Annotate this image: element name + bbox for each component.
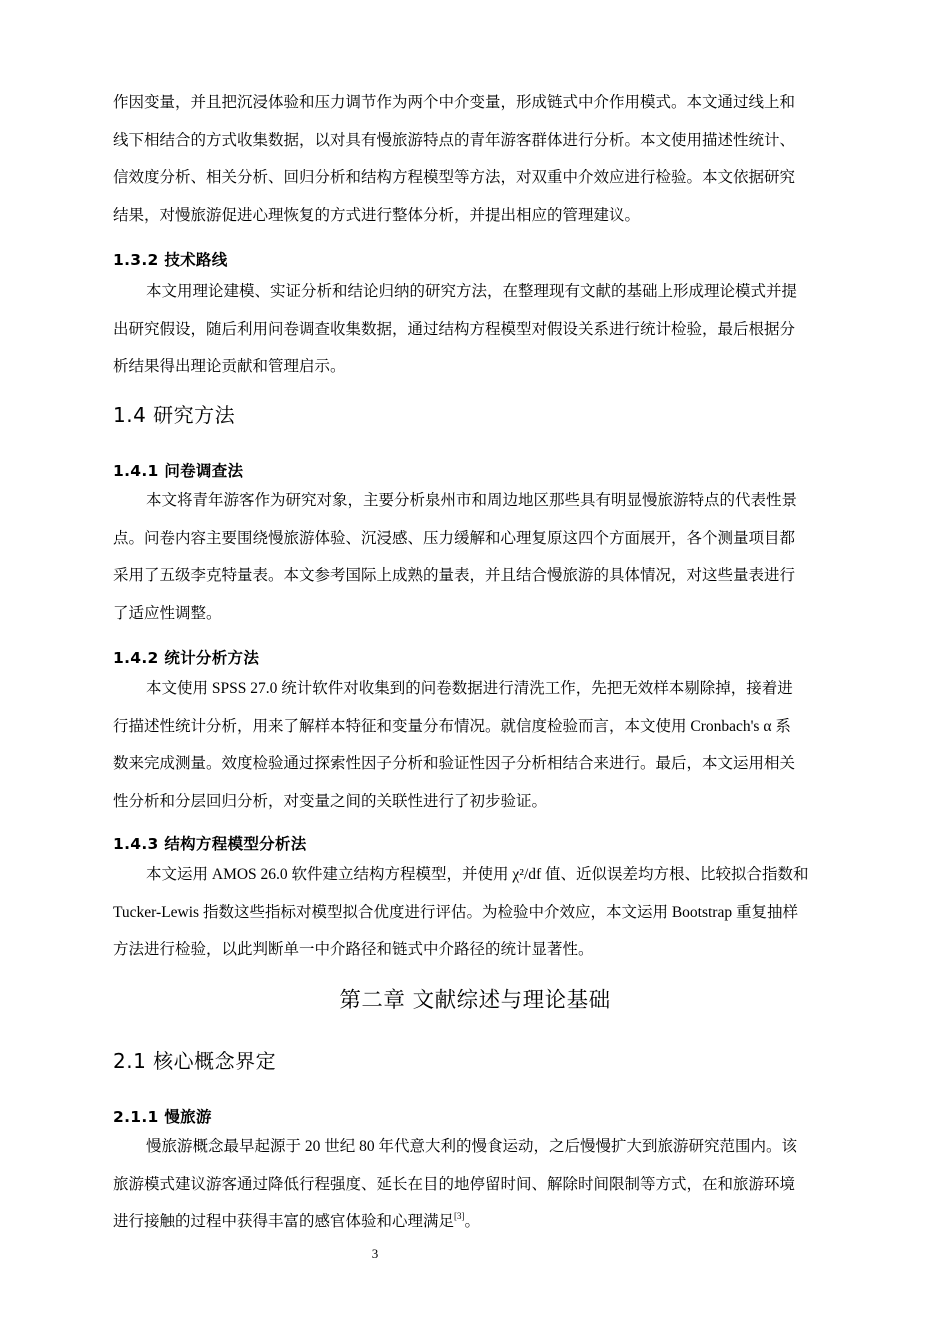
paragraph-line: 了适应性调整。 (113, 604, 222, 622)
paragraph-1-4-3 (113, 856, 859, 969)
paragraph-line: 线下相结合的方式收集数据，以对具有慢旅游特点的青年游客群体进行分析。本文使用描述性统计、 (113, 131, 796, 149)
paragraph-1-4-2 (113, 670, 859, 820)
paragraph-line: 性分析和分层回归分析，对变量之间的关联性进行了初步验证。 (113, 792, 548, 810)
paragraph-line-text: 进行接触的过程中获得丰富的感官体验和心理满足 (113, 1213, 455, 1230)
section-heading-2-1: 2.1 核心概念界定 (113, 1049, 277, 1073)
paragraph-1-4-1 (113, 482, 859, 632)
paragraph-line: 慢旅游概念最早起源于 20 世纪 80 年代意大利的慢食运动，之后慢慢扩大到旅游研究范围内。该 (146, 1138, 798, 1155)
paragraph-line: 信效度分析、相关分析、回归分析和结构方程模型等方法，对双重中介效应进行检验。本文依据研究 (113, 169, 796, 186)
paragraph-line: 结果，对慢旅游促进心理恢复的方式进行整体分析，并提出相应的管理建议。 (113, 206, 641, 224)
paragraph-line: 作因变量，并且把沉浸体验和压力调节作为两个中介变量，形成链式中介作用模式。本文通过线上和 (113, 94, 796, 111)
paragraph-line (113, 1203, 859, 1241)
paragraph-line: Tucker-Lewis 指数这些指标对模型拟合优度进行评估。为检验中介效应，本文运用 Bootstrap 重复抽样 (113, 903, 798, 921)
paragraph-2-1-1 (113, 1128, 859, 1241)
paragraph-line: 出研究假设，随后利用问卷调查收集数据，通过结构方程模型对假设关系进行统计检验，最后根据分 (113, 320, 796, 338)
intro-paragraph (113, 84, 859, 234)
paragraph-line: 点。问卷内容主要围绕慢旅游体验、沉浸感、压力缓解和心理复原这四个方面展开，各个测量项目都 (113, 529, 796, 547)
chapter-heading-2: 第二章 文献综述与理论基础 (339, 988, 611, 1013)
section-heading-1-4-1: 1.4.1 问卷调查法 (113, 462, 244, 480)
section-heading-1-4-3: 1.4.3 结构方程模型分析法 (113, 835, 307, 853)
paragraph-line: 方法进行检验，以此判断单一中介路径和链式中介路径的统计显著性。 (113, 941, 594, 958)
section-heading-1-4: 1.4 研究方法 (113, 403, 236, 427)
paragraph-line: 行描述性统计分析，用来了解样本特征和变量分布情况。就信度检验而言，本文使用 Cronbach's α 系 (113, 717, 791, 735)
end-punctuation: 。 (464, 1213, 481, 1230)
paragraph-line: 本文将青年游客作为研究对象，主要分析泉州市和周边地区那些具有明显慢旅游特点的代表性景 (146, 492, 798, 509)
citation-marker: [3] (454, 1211, 465, 1221)
section-heading-1-4-2: 1.4.2 统计分析方法 (113, 649, 260, 667)
section-heading-1-3-2: 1.3.2 技术路线 (113, 251, 228, 269)
paragraph-line: 数来完成测量。效度检验通过探索性因子分析和验证性因子分析相结合来进行。最后，本文运用相关 (113, 755, 796, 772)
section-heading-2-1-1: 2.1.1 慢旅游 (113, 1108, 212, 1126)
page-number: 3 (371, 1246, 379, 1261)
paragraph-line: 本文用理论建模、实证分析和结论归纳的研究方法，在整理现有文献的基础上形成理论模式并提 (146, 283, 798, 300)
paragraph-line: 析结果得出理论贡献和管理启示。 (113, 358, 346, 375)
paragraph-line: 采用了五级李克特量表。本文参考国际上成熟的量表，并且结合慢旅游的具体情况，对这些量表进行 (113, 567, 796, 584)
paragraph-line: 本文使用 SPSS 27.0 统计软件对收集到的问卷数据进行清洗工作，先把无效样本剔除掉，接着进 (146, 680, 793, 697)
paragraph-line: 本文运用 AMOS 26.0 软件建立结构方程模型，并使用 χ²/df 值、近似误差均方根、比较拟合指数和 (146, 866, 809, 883)
paragraph-line: 旅游模式建议游客通过降低行程强度、延长在目的地停留时间、解除时间限制等方式，在和旅游环境 (113, 1175, 796, 1193)
paragraph-1-3-2 (113, 273, 859, 386)
